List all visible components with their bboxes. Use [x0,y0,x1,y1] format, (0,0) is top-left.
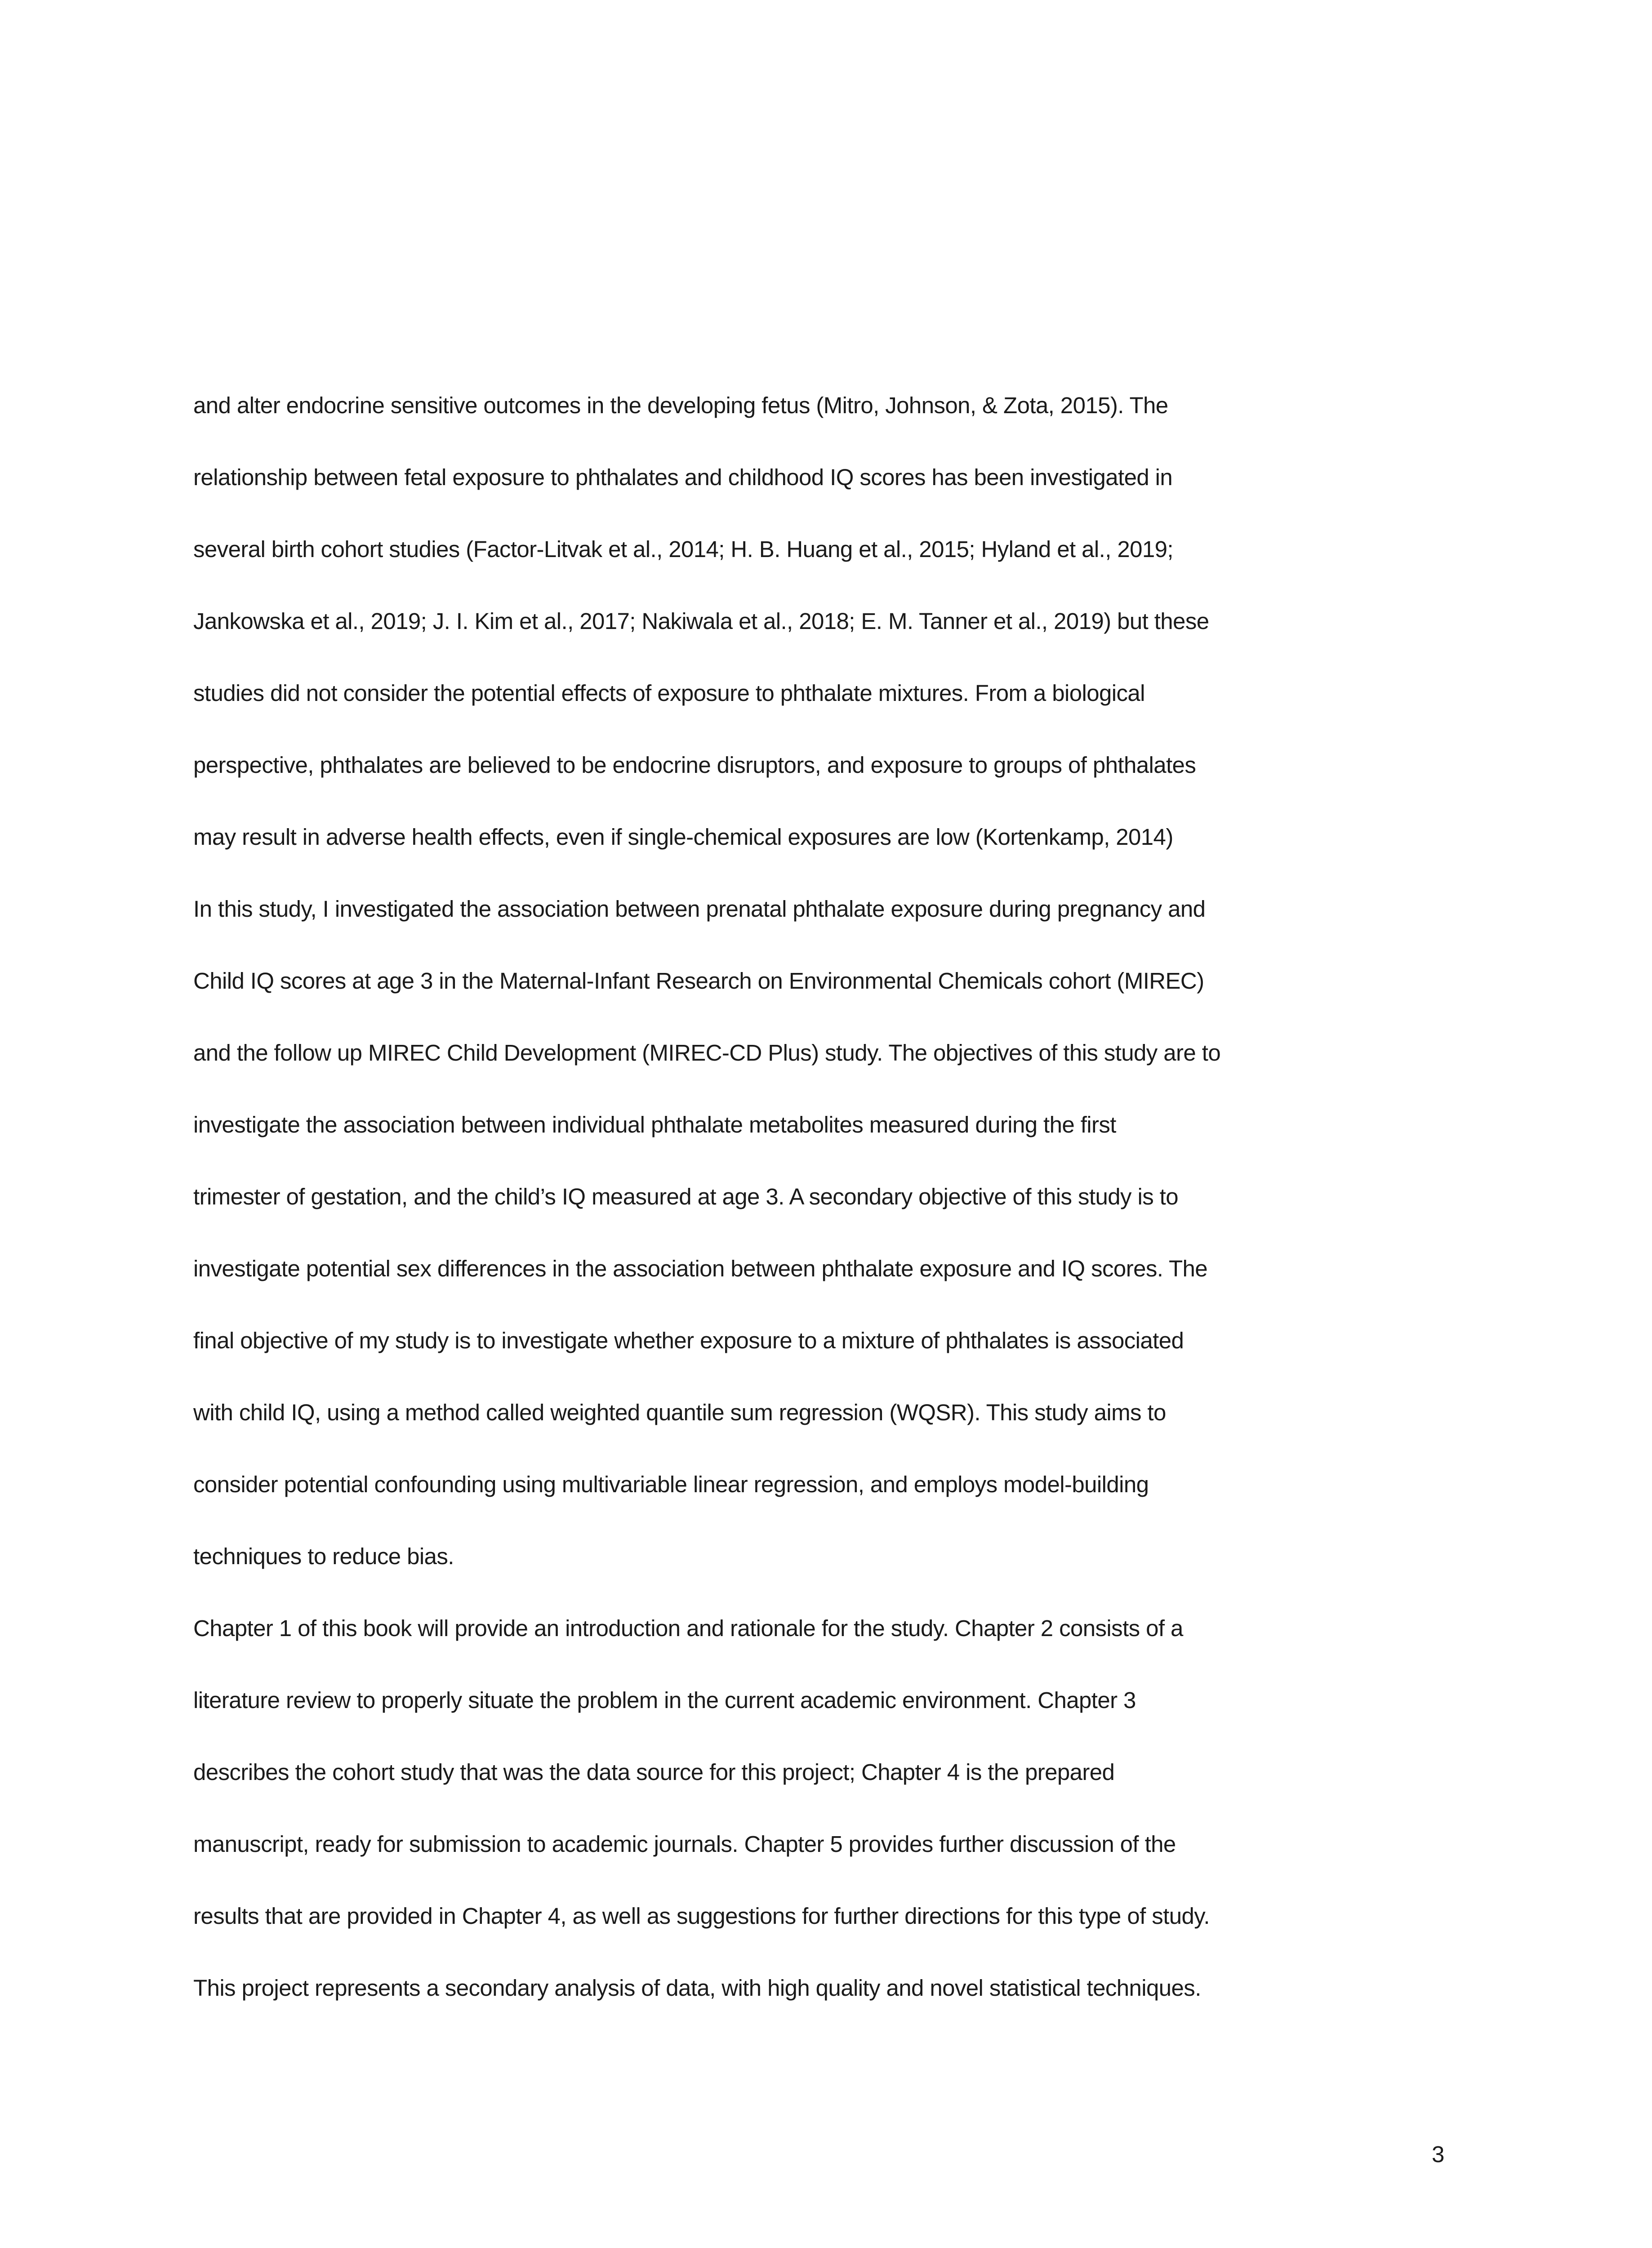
text-line: literature review to properly situate the problem in the current academic environment. Chapter 3 [193,1687,1136,1713]
text-line: relationship between fetal exposure to phthalates and childhood IQ scores has been investigated in [193,464,1173,490]
text-line: results that are provided in Chapter 4, as well as suggestions for further directions for this type of study. [193,1903,1210,1929]
paragraph-3 [193,1592,1461,2024]
text-line: with child IQ, using a method called weighted quantile sum regression (WQSR). This study aims to [193,1400,1166,1425]
body-text [193,370,1461,2024]
text-line: trimester of gestation, and the child’s IQ measured at age 3. A secondary objective of this study is to [193,1184,1178,1209]
text-line: techniques to reduce bias. [193,1543,454,1569]
text-line: may result in adverse health effects, even if single-chemical exposures are low (Kortenkamp, 2014) [193,824,1173,850]
text-line: Jankowska et al., 2019; J. I. Kim et al., 2017; Nakiwala et al., 2018; E. M. Tanner et al., 2019) but these [193,608,1209,634]
text-line: investigate the association between individual phthalate metabolites measured during the first [193,1112,1116,1137]
text-line: consider potential confounding using multivariable linear regression, and employs model-building [193,1472,1149,1497]
text-line: and the follow up MIREC Child Development (MIREC-CD Plus) study. The objectives of this study are to [193,1040,1221,1066]
page-number: 3 [1432,2141,1445,2167]
text-line: describes the cohort study that was the data source for this project; Chapter 4 is the prepared [193,1759,1115,1785]
text-line: investigate potential sex differences in the association between phthalate exposure and IQ scores. The [193,1256,1208,1281]
text-line: manuscript, ready for submission to academic journals. Chapter 5 provides further discussion of the [193,1831,1176,1857]
text-line: final objective of my study is to investigate whether exposure to a mixture of phthalates is associated [193,1328,1184,1353]
text-line: and alter endocrine sensitive outcomes in the developing fetus (Mitro, Johnson, & Zota, 2015). The [193,393,1168,418]
paragraph-1 [193,370,1461,873]
text-line: studies did not consider the potential effects of exposure to phthalate mixtures. From a biological [193,680,1145,706]
text-line: Chapter 1 of this book will provide an introduction and rationale for the study. Chapter 2 consists of a [193,1615,1183,1641]
text-line: In this study, I investigated the association between prenatal phthalate exposure during pregnancy and [193,896,1206,922]
paragraph-2 [193,873,1461,1592]
text-line: Child IQ scores at age 3 in the Maternal-Infant Research on Environmental Chemicals cohort (MIREC) [193,968,1204,994]
text-line: perspective, phthalates are believed to be endocrine disruptors, and exposure to groups of phthalates [193,752,1196,778]
text-line: several birth cohort studies (Factor-Litvak et al., 2014; H. B. Huang et al., 2015; Hyland et al., 2019; [193,536,1173,562]
text-line: This project represents a secondary analysis of data, with high quality and novel statistical techniques. [193,1975,1201,2001]
